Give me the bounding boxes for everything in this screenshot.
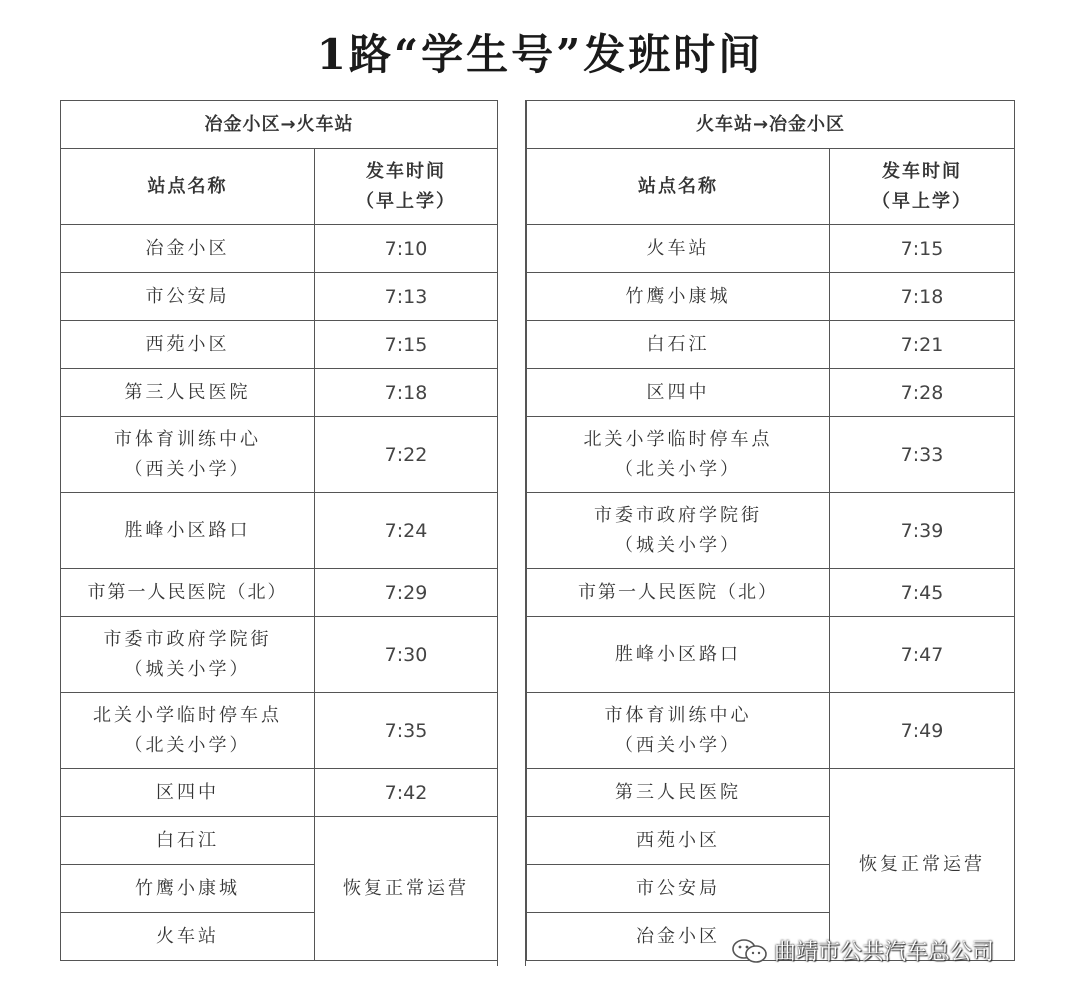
time-column-header: 发车时间 （早上学） (315, 149, 498, 225)
station-name: 北关小学临时停车点 （北关小学） (61, 693, 315, 769)
page-title: 1路“学生号”发班时间 (316, 30, 764, 79)
departure-time: 7:29 (315, 569, 498, 617)
station-name: 市体育训练中心 （西关小学） (527, 693, 830, 769)
station-name: 竹鹰小康城 (61, 865, 315, 913)
station-name: 冶金小区 (61, 225, 315, 273)
departure-time: 7:39 (830, 493, 1015, 569)
station-name: 第三人民医院 (527, 769, 830, 817)
school-name: （城关小学） (615, 534, 741, 556)
departure-time: 7:28 (830, 369, 1015, 417)
watermark-text: 曲靖市公共汽车总公司 (774, 940, 995, 965)
station-name: 市体育训练中心 （西关小学） (61, 417, 315, 493)
table-divider (497, 100, 502, 966)
school-name: （城关小学） (124, 658, 251, 680)
wechat-icon (730, 938, 770, 964)
station-name: 市第一人民医院（北） (527, 569, 830, 617)
school-name: （北关小学） (615, 458, 741, 480)
station-column-header: 站点名称 (61, 149, 315, 225)
schedule-table-right (526, 100, 1015, 961)
departure-time: 7:18 (315, 369, 498, 417)
station-name: 竹鹰小康城 (527, 273, 830, 321)
station-name: 火车站 (61, 913, 315, 961)
station-name: 西苑小区 (61, 321, 315, 369)
departure-time: 7:47 (830, 617, 1015, 693)
school-name: （西关小学） (615, 734, 741, 756)
departure-time: 7:49 (830, 693, 1015, 769)
station-name: 市委市政府学院街 （城关小学） (61, 617, 315, 693)
station-name: 胜峰小区路口 (527, 617, 830, 693)
station-name: 区四中 (61, 769, 315, 817)
station-name: 市委市政府学院街 （城关小学） (527, 493, 830, 569)
departure-time: 7:21 (830, 321, 1015, 369)
station-name: 区四中 (527, 369, 830, 417)
station-name: 市公安局 (527, 865, 830, 913)
station-column-header: 站点名称 (527, 149, 830, 225)
schedule-table-left (60, 100, 498, 961)
station-name: 第三人民医院 (61, 369, 315, 417)
station-name: 北关小学临时停车点 （北关小学） (527, 417, 830, 493)
departure-time: 7:18 (830, 273, 1015, 321)
station-name: 市公安局 (61, 273, 315, 321)
direction-header: 火车站→冶金小区 (527, 101, 1015, 149)
school-name: （西关小学） (124, 458, 251, 480)
departure-time: 7:15 (830, 225, 1015, 273)
school-name: （北关小学） (124, 734, 251, 756)
direction-header: 冶金小区→火车站 (61, 101, 498, 149)
departure-time: 7:15 (315, 321, 498, 369)
station-name: 胜峰小区路口 (61, 493, 315, 569)
resume-normal-operation: 恢复正常运营 (830, 769, 1015, 961)
departure-time: 7:13 (315, 273, 498, 321)
station-name: 白石江 (61, 817, 315, 865)
station-name: 冶金小区 (527, 913, 830, 961)
station-name: 白石江 (527, 321, 830, 369)
departure-time: 7:45 (830, 569, 1015, 617)
station-name: 西苑小区 (527, 817, 830, 865)
departure-time: 7:24 (315, 493, 498, 569)
departure-time: 7:35 (315, 693, 498, 769)
departure-time: 7:10 (315, 225, 498, 273)
resume-normal-operation: 恢复正常运营 (315, 817, 498, 961)
station-name: 市第一人民医院（北） (61, 569, 315, 617)
departure-time: 7:33 (830, 417, 1015, 493)
station-name: 火车站 (527, 225, 830, 273)
departure-time: 7:22 (315, 417, 498, 493)
departure-time: 7:42 (315, 769, 498, 817)
departure-time: 7:30 (315, 617, 498, 693)
publisher-watermark (730, 935, 994, 966)
time-column-header: 发车时间 （早上学） (830, 149, 1015, 225)
